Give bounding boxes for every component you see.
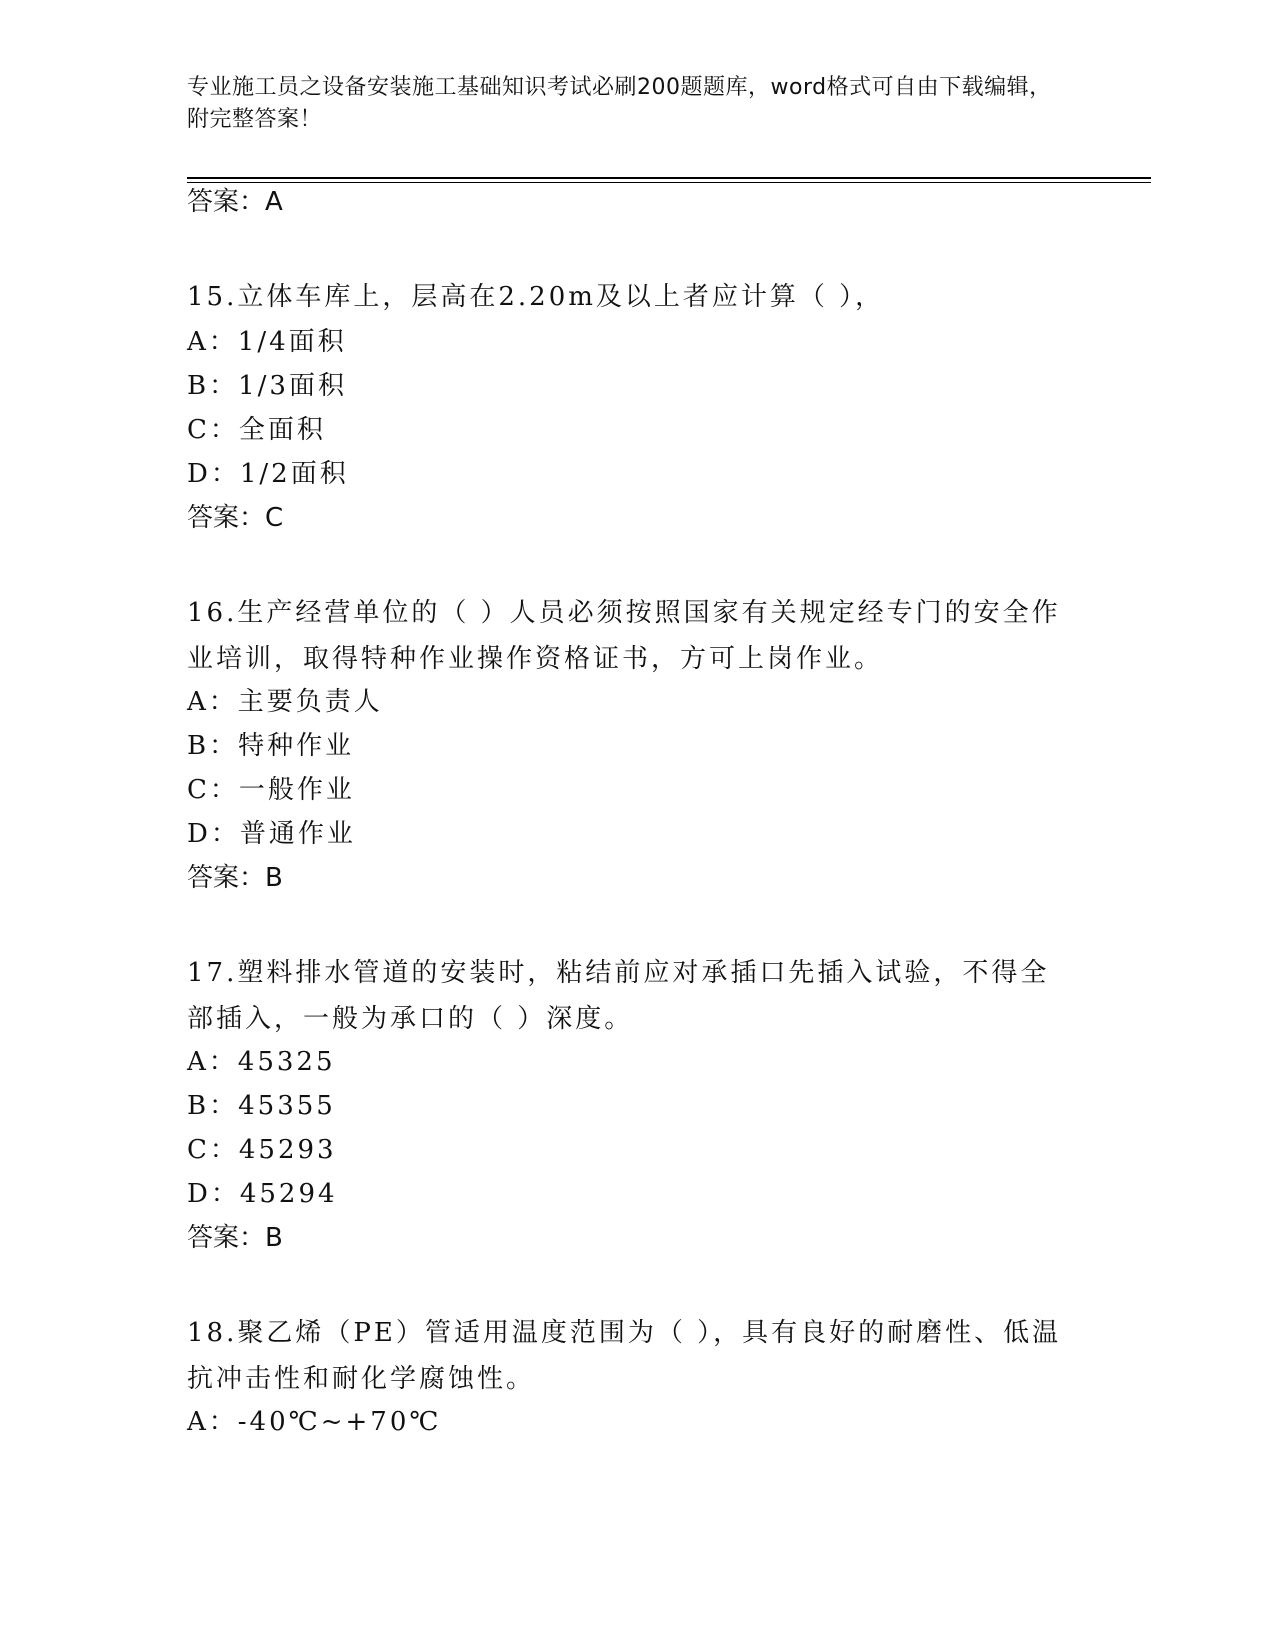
question-16-option-d: D：普通作业 xyxy=(187,819,356,849)
question-17-option-a: A：45325 xyxy=(187,1047,336,1077)
question-15-option-c: C：全面积 xyxy=(187,415,326,445)
question-15-option-a: A：1/4面积 xyxy=(187,327,347,357)
document-header: 专业施工员之设备安装施工基础知识考试必刷200题题库，word格式可自由下载编辑，附完整答案！ xyxy=(187,75,1052,132)
header-divider-thin xyxy=(187,182,1151,183)
question-15-option-d: D：1/2面积 xyxy=(187,459,349,489)
question-15-text: 15.立体车库上，层高在2.20m及以上者应计算（ ）， xyxy=(187,282,885,312)
question-16-option-a: A：主要负责人 xyxy=(187,687,383,717)
question-16-text: 16.生产经营单位的（ ）人员必须按照国家有关规定经专门的安全作业培训，取得特种作业操作资格证书，方可上岗作业。 xyxy=(187,598,1061,674)
header-divider xyxy=(187,177,1151,179)
question-17-option-b: B：45355 xyxy=(187,1091,336,1121)
question-17-text: 17.塑料排水管道的安装时，粘结前应对承插口先插入试验，不得全部插入，一般为承口的（ ）深度。 xyxy=(187,958,1050,1034)
question-16-option-c: C：一般作业 xyxy=(187,775,355,805)
previous-answer: 答案：A xyxy=(187,187,283,217)
question-16-answer: 答案：B xyxy=(187,863,283,893)
question-16-option-b: B：特种作业 xyxy=(187,731,355,761)
question-15-option-b: B：1/3面积 xyxy=(187,371,347,401)
question-17-option-d: D：45294 xyxy=(187,1179,338,1209)
question-17-option-c: C：45293 xyxy=(187,1135,337,1165)
question-17-answer: 答案：B xyxy=(187,1223,283,1253)
question-18-text: 18.聚乙烯（PE）管适用温度范围为（ ），具有良好的耐磨性、低温抗冲击性和耐化学腐蚀性。 xyxy=(187,1318,1062,1394)
question-15-answer: 答案：C xyxy=(187,503,284,533)
question-18-option-a: A：-40℃~+70℃ xyxy=(187,1407,442,1437)
